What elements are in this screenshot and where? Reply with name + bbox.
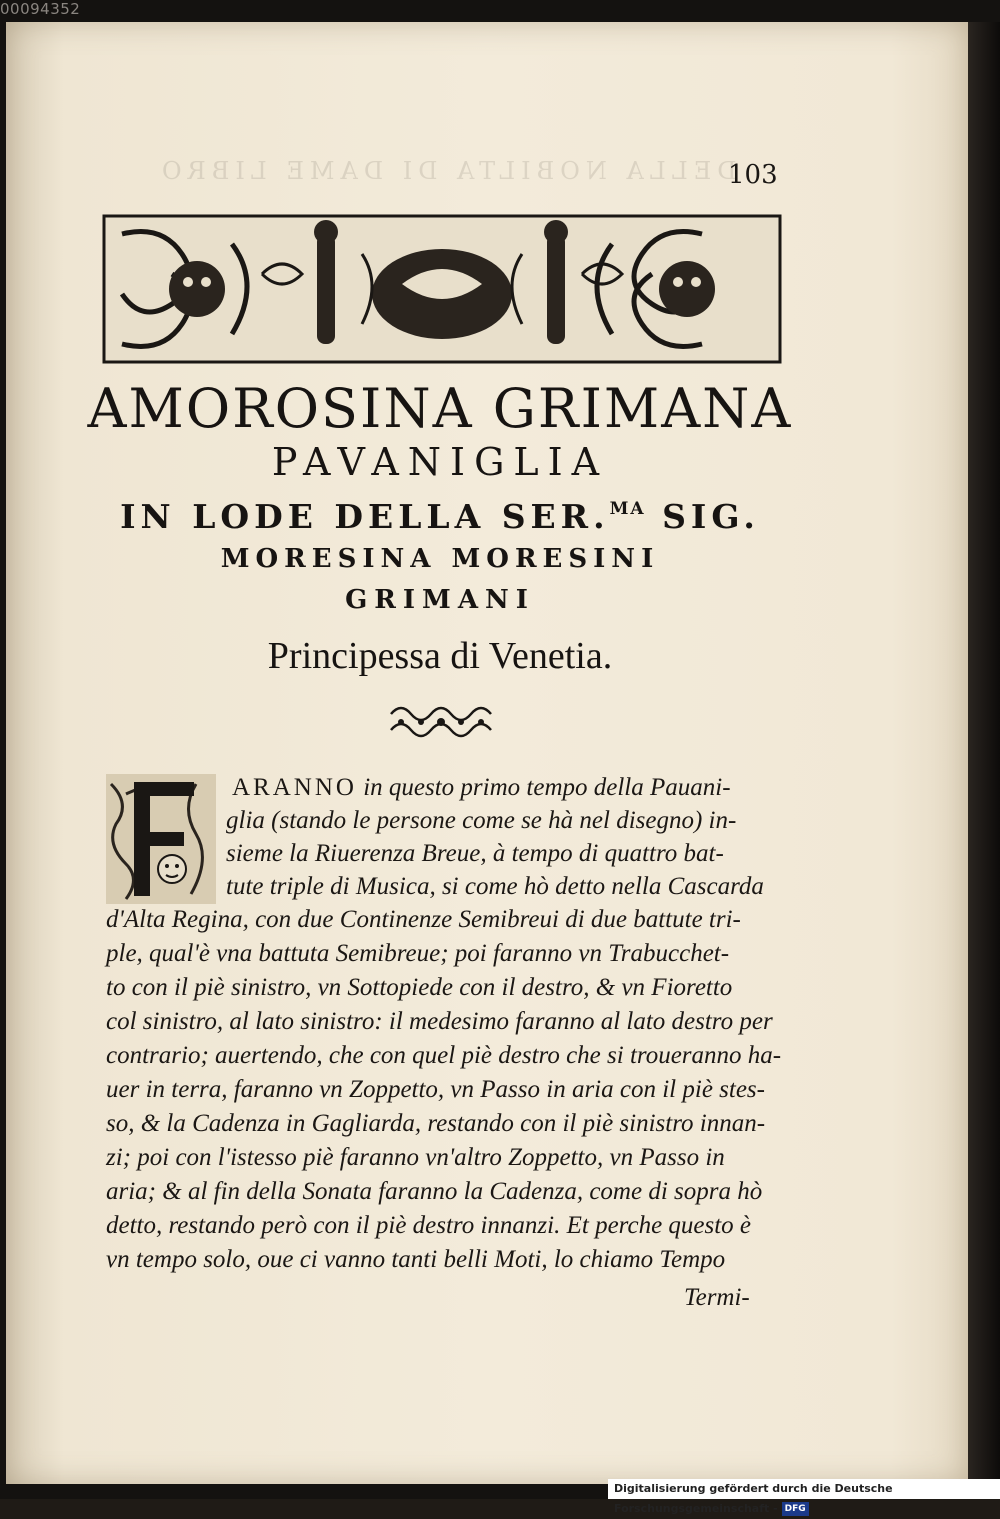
title-line-3-main: IN LODE DELLA SER.	[120, 497, 610, 536]
title-line-5: GRIMANI	[345, 585, 535, 615]
body-line-15: vn tempo solo, oue ci vanno tanti belli Moti, lo chiamo Tempo	[106, 1246, 726, 1273]
scan-id-label: 00094352	[0, 0, 81, 18]
body-line-1-text: in questo primo tempo della Pauani-	[356, 774, 731, 801]
dfg-logo: DFG	[782, 1502, 809, 1516]
catchword: Termi-	[684, 1284, 750, 1311]
body-line-12: zi; poi con l'istesso piè faranno vn'altro Zoppetto, vn Passo in	[106, 1144, 725, 1171]
body-line-14: detto, restando però con il piè destro innanzi. Et perche questo è	[106, 1212, 752, 1239]
page-edge-shadow	[968, 22, 1000, 1484]
body-line-2: glia (stando le persone come se hà nel disegno) in-	[226, 807, 737, 834]
title-line-1: AMOROSINA GRIMANA	[87, 377, 793, 440]
body-line-4: tute triple di Musica, si come hò detto nella Cascarda	[226, 873, 764, 900]
opening-word: ARANNO	[232, 774, 357, 801]
body-line-9: contrario; auertendo, che con quel piè destro che si troueranno ha-	[106, 1042, 782, 1069]
title-line-6: Principessa di Venetia.	[267, 635, 613, 677]
decorated-dropcap	[106, 774, 216, 904]
body-line-8: col sinistro, al lato sinistro: il medesimo faranno al lato destro per	[106, 1008, 773, 1035]
title-line-3	[6, 497, 874, 536]
title-line-4: MORESINA MORESINI	[220, 544, 660, 574]
book-page	[6, 22, 968, 1484]
body-line-6: ple, qual'è vna battuta Semibreue; poi faranno vn Trabucchet-	[106, 940, 730, 967]
body-line-11: so, & la Cadenza in Gagliarda, restando con il piè sinistro innan-	[106, 1110, 766, 1137]
title-line-3-end: SIG.	[645, 497, 760, 536]
footer-text: Digitalisierung gefördert durch die Deutsche Forschungsgemeinschaft -	[614, 1482, 893, 1515]
page-number: 103	[728, 160, 778, 190]
dropcap-letter: F	[106, 774, 107, 775]
woodcut-headpiece	[102, 214, 782, 364]
body-line-10: uer in terra, faranno vn Zoppetto, vn Passo in aria con il piè stes-	[106, 1076, 765, 1103]
dfg-footer	[608, 1479, 1000, 1515]
body-line-5: d'Alta Regina, con due Continenze Semibreui di due battute tri-	[106, 906, 741, 933]
fleuron-ornament	[386, 700, 496, 740]
show-through-text: DELLA NOBILTA DI DAME LIBRO	[156, 157, 737, 185]
title-line-3-superscript: MA	[609, 499, 646, 519]
body-line-1	[232, 774, 731, 802]
body-line-3: sieme la Riuerenza Breue, à tempo di quattro bat-	[226, 840, 724, 867]
title-line-2: PAVANIGLIA	[271, 440, 609, 484]
body-line-7: to con il piè sinistro, vn Sottopiede con il destro, & vn Fioretto	[106, 974, 733, 1001]
body-line-13: aria; & al fin della Sonata faranno la Cadenza, come di sopra hò	[106, 1178, 763, 1205]
